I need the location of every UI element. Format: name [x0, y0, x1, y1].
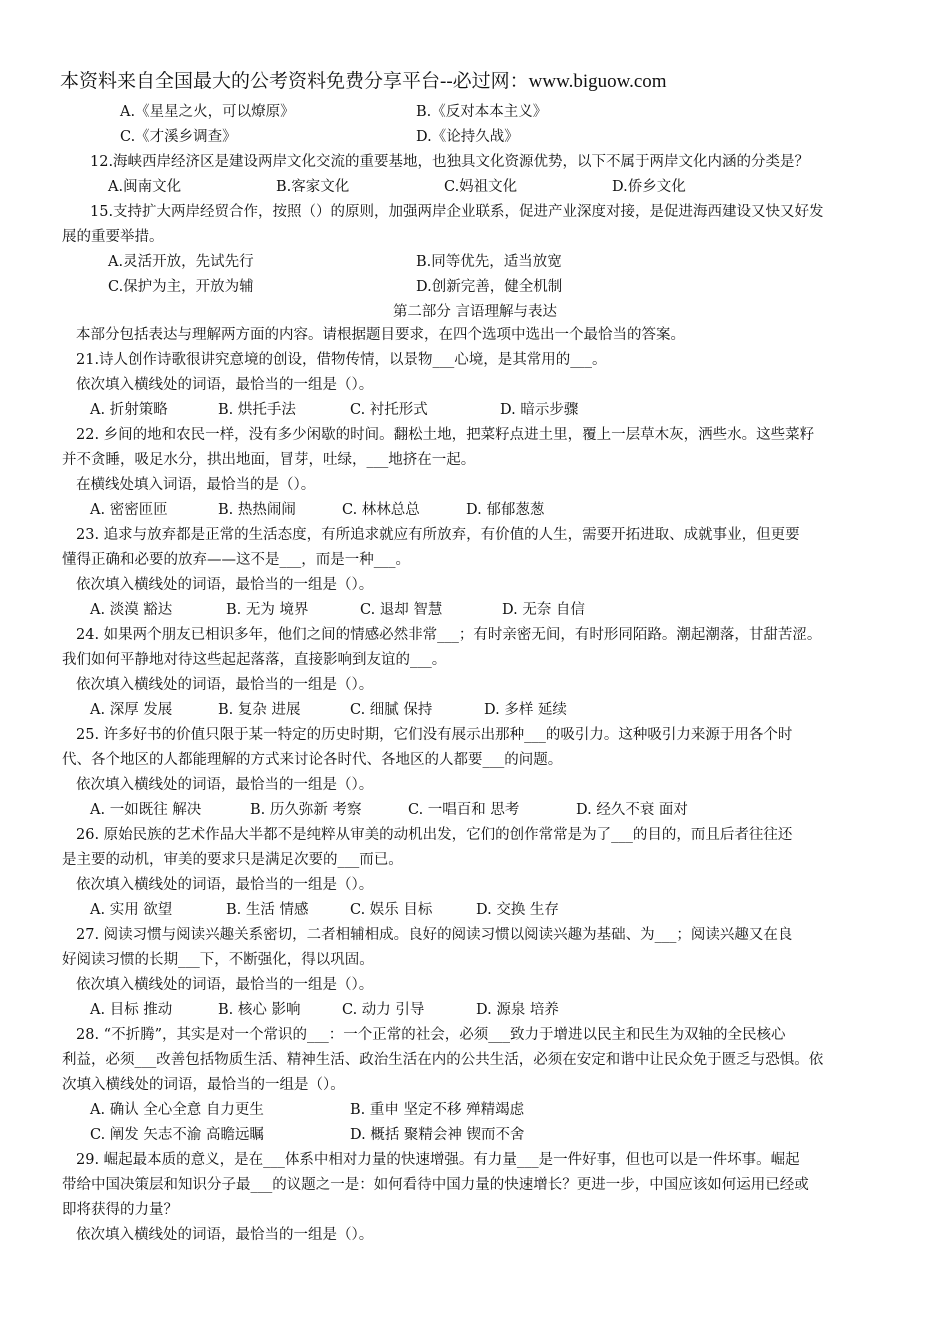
- q25-prompt: 依次填入横线处的词语，最恰当的一组是（）。: [76, 777, 374, 793]
- q22-option-b: B. 热热闹闹: [218, 502, 296, 518]
- q28-option-d: D. 概括 聚精会神 锲而不舍: [350, 1127, 525, 1143]
- q24-prompt: 依次填入横线处的词语，最恰当的一组是（）。: [76, 677, 374, 693]
- q28-stem-line1: 28. “不折腾”，其实是对一个常识的___：一个正常的社会，必须___致力于增进以民主和民生为双轴的全民核心: [76, 1027, 786, 1043]
- q26-stem-line1: 26. 原始民族的艺术作品大半都不是纯粹从审美的动机出发，它们的创作常常是为了___的目的，而且后者往往还: [76, 827, 793, 843]
- q24-option-c: C. 细腻 保持: [350, 702, 433, 718]
- q15-option-c: C.保护为主，开放为辅: [108, 279, 254, 295]
- q23-stem-line2: 懂得正确和必要的放弃——这不是___，而是一种___。: [62, 552, 410, 568]
- q15-option-a: A.灵活开放，先试先行: [108, 254, 254, 270]
- q26-option-b: B. 生活 情感: [226, 902, 309, 918]
- q15-option-d: D.创新完善，健全机制: [416, 279, 563, 295]
- section-intro: 本部分包括表达与理解两方面的内容。请根据题目要求，在四个选项中选出一个最恰当的答案。: [76, 327, 685, 343]
- q22-stem-line1: 22. 乡间的地和农民一样，没有多少闲歇的时间。翻松土地，把菜籽点进土里，覆上一层草木灰，洒些水。这些菜籽: [76, 427, 815, 443]
- q24-option-b: B. 复杂 进展: [218, 702, 301, 718]
- q27-option-b: B. 核心 影响: [218, 1002, 301, 1018]
- q25-stem-line2: 代、各个地区的人都能理解的方式来讨论各时代、各地区的人都要___的问题。: [62, 752, 563, 768]
- q11-option-a: A.《星星之火，可以燎原》: [120, 104, 295, 120]
- q22-option-d: D. 郁郁葱葱: [466, 502, 545, 518]
- q23-option-a: A. 淡漠 豁达: [90, 602, 173, 618]
- q23-option-c: C. 退却 智慧: [360, 602, 443, 618]
- q21-stem: 21.诗人创作诗歌很讲究意境的创设，借物传情，以景物___心境，是其常用的___。: [76, 352, 607, 368]
- q27-stem-line2: 好阅读习惯的长期___下，不断强化，得以巩固。: [62, 952, 374, 968]
- q27-stem-line1: 27. 阅读习惯与阅读兴趣关系密切，二者相辅相成。良好的阅读习惯以阅读兴趣为基础、为___；阅读兴趣又在良: [76, 927, 793, 943]
- q15-stem-line2: 展的重要举措。: [62, 229, 164, 245]
- q23-option-b: B. 无为 境界: [226, 602, 309, 618]
- q25-option-d: D. 经久不衰 面对: [576, 802, 688, 818]
- q27-prompt: 依次填入横线处的词语，最恰当的一组是（）。: [76, 977, 374, 993]
- q23-option-d: D. 无奈 自信: [502, 602, 585, 618]
- q28-option-c: C. 阐发 矢志不渝 高瞻远瞩: [90, 1127, 265, 1143]
- q29-stem-line2: 带给中国决策层和知识分子最___的议题之一是：如何看待中国力量的快速增长？更进一步，中国应该如何运用已经或: [62, 1177, 809, 1193]
- q25-option-c: C. 一唱百和 思考: [408, 802, 520, 818]
- q28-stem-line2: 利益，必须___改善包括物质生活、精神生活、政治生活在内的公共生活，必须在安定和谐中让民众免于匮乏与恐惧。依: [62, 1052, 824, 1068]
- q21-option-c: C. 衬托形式: [350, 402, 428, 418]
- q22-stem-line2: 并不贪睡，吸足水分，拱出地面，冒芽，吐绿，___地挤在一起。: [62, 452, 476, 468]
- q29-prompt: 依次填入横线处的词语，最恰当的一组是（）。: [76, 1227, 374, 1243]
- q28-option-a: A. 确认 全心全意 自力更生: [90, 1102, 264, 1118]
- q25-option-b: B. 历久弥新 考察: [250, 802, 362, 818]
- q11-option-d: D.《论持久战》: [416, 129, 519, 145]
- q22-option-a: A. 密密匝匝: [90, 502, 168, 518]
- q27-option-a: A. 目标 推动: [90, 1002, 173, 1018]
- q24-stem-line1: 24. 如果两个朋友已相识多年，他们之间的情感必然非常___；有时亲密无间，有时形同陌路。潮起潮落，甘甜苦涩。: [76, 627, 822, 643]
- q11-option-b: B.《反对本本主义》: [416, 104, 548, 120]
- q22-prompt: 在横线处填入词语，最恰当的是（）。: [76, 477, 316, 493]
- q28-stem-line3: 次填入横线处的词语，最恰当的一组是（）。: [62, 1077, 345, 1093]
- q15-stem-line1: 15.支持扩大两岸经贸合作，按照（）的原则，加强两岸企业联系，促进产业深度对接，是促进海西建设又快又好发: [90, 204, 824, 220]
- q24-option-a: A. 深厚 发展: [90, 702, 173, 718]
- q26-option-c: C. 娱乐 目标: [350, 902, 433, 918]
- q12-option-c: C.妈祖文化: [444, 179, 518, 195]
- q26-stem-line2: 是主要的动机，审美的要求只是满足次要的___而已。: [62, 852, 403, 868]
- q21-option-d: D. 暗示步骤: [500, 402, 579, 418]
- q29-stem-line1: 29. 崛起最本质的意义，是在___体系中相对力量的快速增强。有力量___是一件好事，但也可以是一件坏事。崛起: [76, 1152, 800, 1168]
- q25-stem-line1: 25. 许多好书的价值只限于某一特定的历史时期，它们没有展示出那种___的吸引力。这种吸引力来源于用各个时: [76, 727, 793, 743]
- q12-stem: 12.海峡西岸经济区是建设两岸文化交流的重要基地，也独具文化资源优势，以下不属于两岸文化内涵的分类是？: [90, 154, 810, 170]
- q21-prompt: 依次填入横线处的词语，最恰当的一组是（）。: [76, 377, 374, 393]
- q15-option-b: B.同等优先，适当放宽: [416, 254, 562, 270]
- q21-option-b: B. 烘托手法: [218, 402, 296, 418]
- source-header: 本资料来自全国最大的公考资料免费分享平台--必过网：www.biguow.com: [60, 71, 667, 92]
- q28-option-b: B. 重申 坚定不移 殚精竭虑: [350, 1102, 525, 1118]
- q24-stem-line2: 我们如何平静地对待这些起起落落，直接影响到友谊的___。: [62, 652, 447, 668]
- q12-option-b: B.客家文化: [276, 179, 350, 195]
- q26-prompt: 依次填入横线处的词语，最恰当的一组是（）。: [76, 877, 374, 893]
- q21-option-a: A. 折射策略: [90, 402, 168, 418]
- section-title: 第二部分 言语理解与表达: [392, 304, 558, 320]
- q27-option-c: C. 动力 引导: [342, 1002, 425, 1018]
- q12-option-a: A.闽南文化: [108, 179, 182, 195]
- q26-option-d: D. 交换 生存: [476, 902, 559, 918]
- q25-option-a: A. 一如既往 解决: [90, 802, 202, 818]
- q11-option-c: C.《才溪乡调查》: [120, 129, 237, 145]
- q24-option-d: D. 多样 延续: [484, 702, 567, 718]
- q29-stem-line3: 即将获得的力量？: [62, 1202, 178, 1218]
- q23-stem-line1: 23. 追求与放弃都是正常的生活态度，有所追求就应有所放弃，有价值的人生，需要开拓进取、成就事业，但更要: [76, 527, 800, 543]
- q27-option-d: D. 源泉 培养: [476, 1002, 559, 1018]
- q26-option-a: A. 实用 欲望: [90, 902, 173, 918]
- q22-option-c: C. 林林总总: [342, 502, 420, 518]
- q12-option-d: D.侨乡文化: [612, 179, 686, 195]
- q23-prompt: 依次填入横线处的词语，最恰当的一组是（）。: [76, 577, 374, 593]
